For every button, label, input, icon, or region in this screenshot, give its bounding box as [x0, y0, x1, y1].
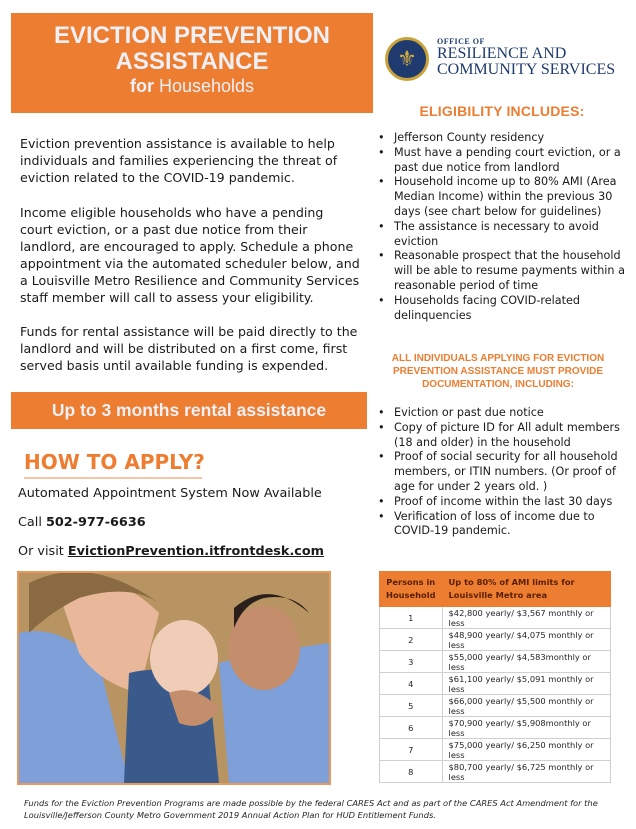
logo-name-line-1: RESILIENCE AND [437, 45, 567, 62]
table-row [380, 629, 611, 651]
limit-cell: $42,800 yearly/ $3,567 monthly or less [442, 607, 610, 629]
table-row [380, 673, 611, 695]
rental-assistance-banner: Up to 3 months rental assistance [11, 392, 367, 429]
family-photo [17, 571, 331, 785]
limit-cell: $55,000 yearly/ $4,583monthly or less [442, 651, 610, 673]
intro-paragraph-1: Eviction prevention assistance is available to help individuals and families experiencing the threat of eviction related to the COVID-19 pandemic. [20, 136, 338, 185]
visit-line [18, 544, 324, 559]
table-row [380, 695, 611, 717]
intro-paragraph-2: Income eligible households who have a pending court eviction, or a past due notice from their landlord, are encouraged to apply. Schedule a phone appointment via the automated scheduler below, and a Louisville Metro Resilience and Community Services staff member will call to assess your eligibility. [20, 205, 360, 305]
header-persons: Persons in Household [380, 572, 443, 607]
table-row [380, 761, 611, 783]
list-item: • Verification of loss of income due to COVID-19 pandemic. [378, 510, 628, 540]
persons-cell: 4 [380, 673, 443, 695]
limit-cell: $61,100 yearly/ $5,091 monthly or less [442, 673, 610, 695]
list-item: • Copy of picture ID for All adult members (18 and older) in the household [378, 421, 628, 451]
list-item: • Household income up to 80% AMI (Area Median Income) within the previous 30 days (see chart below for guidelines) [378, 175, 628, 219]
list-item: • Reasonable prospect that the household will be able to resume payments within a reasonable period of time [378, 249, 628, 293]
father-face [228, 606, 300, 690]
heading-underline [24, 477, 202, 479]
header-ami-limits: Up to 80% of AMI limits for Louisville Metro area [442, 572, 610, 607]
phone-number[interactable]: 502-977-6636 [45, 515, 146, 530]
office-logo [385, 35, 625, 85]
list-item: • Eviction or past due notice [378, 406, 628, 421]
family-photo-illustration [19, 573, 329, 783]
funding-footnote: Funds for the Eviction Prevention Programs are made possible by the federal CARES Act and as part of the CARES Act Amendment for the Louisville/Jefferson County Metro Government 2019 Annual Action Plan for HUD Entitlement Funds. [24, 798, 598, 820]
list-item: • Must have a pending court eviction, or a past due notice from landlord [378, 146, 628, 176]
limit-cell: $48,900 yearly/ $4,075 monthly or less [442, 629, 610, 651]
title-banner [11, 13, 373, 113]
logo-office-of: OFFICE OF [437, 37, 485, 46]
list-item: • Proof of income within the last 30 days [378, 495, 628, 510]
table-row [380, 717, 611, 739]
title-for: for [129, 76, 154, 96]
call-line [18, 515, 146, 530]
table-header-row [380, 572, 611, 607]
title-line-3 [11, 75, 373, 97]
limit-cell: $80,700 yearly/ $6,725 monthly or less [442, 761, 610, 783]
table-row [380, 607, 611, 629]
documentation-list [378, 406, 628, 539]
persons-cell: 3 [380, 651, 443, 673]
persons-cell: 2 [380, 629, 443, 651]
persons-cell: 5 [380, 695, 443, 717]
website-link[interactable]: EvictionPrevention.itfrontdesk.com [67, 544, 325, 559]
intro-paragraph-3: Funds for rental assistance will be paid directly to the landlord and will be distributed on a first come, first served basis until available funding is expended. [20, 324, 358, 373]
title-line-2: ASSISTANCE [115, 48, 269, 75]
logo-name-line-2: COMMUNITY SERVICES [437, 61, 616, 78]
table-row [380, 651, 611, 673]
call-prefix: Call [18, 515, 46, 530]
table-row [380, 739, 611, 761]
limit-cell: $70,900 yearly/ $5,908monthly or less [442, 717, 610, 739]
list-item: • The assistance is necessary to avoid eviction [378, 220, 628, 250]
baby-face [150, 620, 218, 696]
list-item: • Jefferson County residency [378, 131, 628, 146]
title-households: Households [153, 76, 255, 96]
persons-cell: 7 [380, 739, 443, 761]
list-item: • Households facing COVID-related delinquencies [378, 294, 628, 324]
visit-prefix: Or visit [18, 544, 68, 559]
eligibility-list [378, 131, 628, 323]
eligibility-heading: ELIGIBILITY INCLUDES: [419, 103, 585, 119]
limit-cell: $75,000 yearly/ $6,250 monthly or less [442, 739, 610, 761]
persons-cell: 8 [380, 761, 443, 783]
how-to-apply-heading: HOW TO APPLY? [24, 450, 205, 474]
documentation-heading: ALL INDIVIDUALS APPLYING FOR EVICTION PREVENTION ASSISTANCE MUST PROVIDE DOCUMENTATION, INCLUDING: [391, 353, 605, 390]
persons-cell: 1 [380, 607, 443, 629]
persons-cell: 6 [380, 717, 443, 739]
ami-limits-table [379, 571, 611, 783]
list-item: • Proof of social security for all household members, or ITIN numbers. (Or proof of age for under 2 years old. ) [378, 450, 628, 494]
louisville-seal-icon: ⚜ [385, 37, 429, 81]
appointment-system-text: Automated Appointment System Now Available [18, 486, 322, 501]
limit-cell: $66,000 yearly/ $5,500 monthly or less [442, 695, 610, 717]
title-line-1: EVICTION PREVENTION [53, 22, 331, 49]
